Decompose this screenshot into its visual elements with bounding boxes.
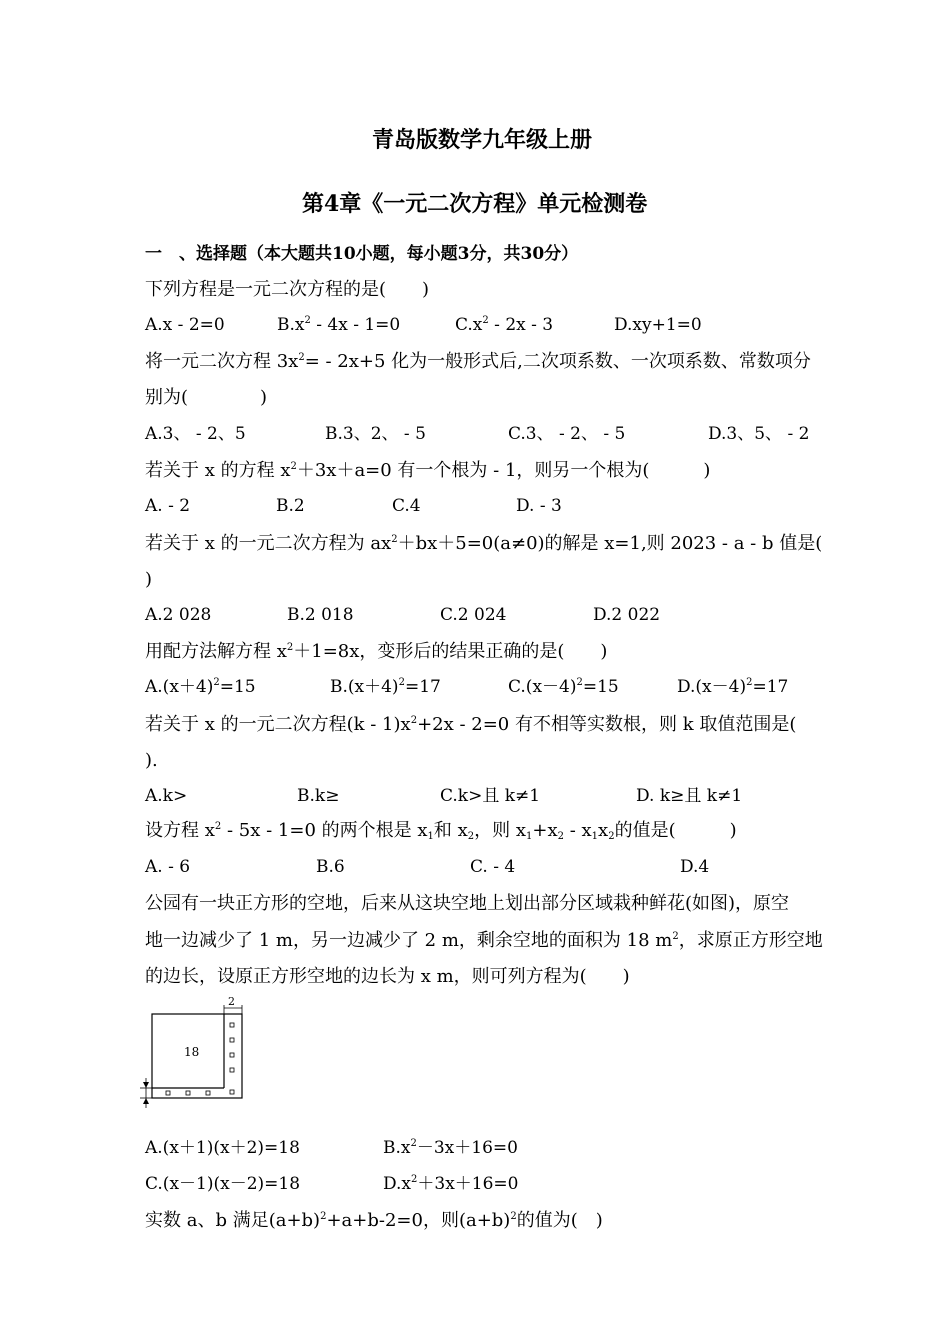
q3-option-d: D. - 3 <box>516 496 562 516</box>
q6-stem-line2: ). <box>145 750 158 771</box>
q2-option-b: B.3、2、 - 5 <box>325 424 426 444</box>
q7-stem: 设方程 $x^2 - 5x - 1=0$ 的两个根是 $x_1$和 $x_2$，则 $x_1+x_2 - x_1x_2$的值是( ) <box>145 820 737 842</box>
q5-stem: 用配方法解方程 $x^2+1=8x$，变形后的结果正确的是( ) <box>145 641 608 662</box>
q8-option-a: A.(x＋1)(x＋2)=18 <box>145 1138 300 1158</box>
figure-area-label: 18 <box>184 1045 200 1059</box>
q1-stem: 下列方程是一元二次方程的是( ) <box>145 279 430 300</box>
q6-option-b: B.k≥ <box>297 786 340 806</box>
q4-option-a: A.2 028 <box>145 605 212 625</box>
q8-option-d: $D.x^2+3x+16=0$ <box>383 1174 519 1194</box>
q8-stem-line2: 地一边减少了 1 m，另一边减少了 2 m，剩余空地的面积为 18 $m^2$，求原正方形空地 <box>145 930 823 951</box>
q2-option-c: C.3、 - 2、 - 5 <box>508 424 626 444</box>
q2-option-d: D.3、5、 - 2 <box>708 424 810 444</box>
q8-stem-line1: 公园有一块正方形的空地，后来从这块空地上划出部分区域栽种鲜花(如图)，原空 <box>145 893 790 914</box>
q4-option-d: D.2 022 <box>593 605 661 625</box>
q5-option-b: $B.(x+4)^2=17$ <box>330 677 441 697</box>
q8-stem-line3: 的边长，设原正方形空地的边长为 x m，则可列方程为( ) <box>145 966 630 987</box>
q9-stem: 实数 a、b 满足$(a+b)^2+a+b-2=0$，则$(a+b)^2$的值为( ) <box>145 1210 603 1231</box>
q2-stem-line2: 别为( ) <box>145 387 268 408</box>
q4-stem-line2: ) <box>145 569 153 590</box>
q3-option-a: A. - 2 <box>145 496 191 516</box>
q2-stem: 将一元二次方程 $3x^2= - 2x+5$ 化为一般形式后,二次项系数、一次项系数、常数项分 <box>145 351 811 372</box>
q7-option-c: C. - 4 <box>470 857 516 877</box>
q5-option-c: $C.(x-4)^2=15$ <box>508 677 619 697</box>
q8-option-c: C.(x－1)(x－2)=18 <box>145 1174 301 1194</box>
q2-option-a: A.3、 - 2、5 <box>145 424 246 444</box>
q5-option-d: $D.(x-4)^2=17$ <box>677 677 789 697</box>
q8-option-b: $B.x^2-3x+16=0$ <box>383 1138 518 1158</box>
q6-option-a: A.k> <box>145 786 188 806</box>
q4-option-b: B.2 018 <box>287 605 354 625</box>
q6-option-c: C.k>且 k≠1 <box>440 786 541 806</box>
q3-option-c: C.4 <box>392 496 421 516</box>
q1-option-b: $B.x^2 - 4x - 1=0$ <box>277 315 401 335</box>
figure-top-label: 2 <box>228 996 235 1008</box>
q1-option-d: D.xy+1=0 <box>614 315 702 335</box>
page-subtitle: 第4章《一元二次方程》单元检测卷 <box>302 191 648 217</box>
q4-option-c: C.2 024 <box>440 605 507 625</box>
q1-option-a: A.x - 2=0 <box>145 315 225 335</box>
q3-stem: 若关于 x 的方程 $x^2+3x+a=0$ 有一个根为 - 1，则另一个根为( ) <box>145 460 711 481</box>
q6-option-d: D. k≥且 k≠1 <box>636 786 743 806</box>
q8-figure <box>138 996 248 1111</box>
q5-option-a: $A.(x+4)^2=15$ <box>145 677 256 697</box>
q7-option-d: D.4 <box>680 857 710 877</box>
q7-option-b: B.6 <box>316 857 345 877</box>
q3-option-b: B.2 <box>276 496 305 516</box>
q4-stem: 若关于 x 的一元二次方程为 $ax^2+bx+5=0(a\ne 0)$的解是 x=1,则 2023 - a - b 值是( <box>145 533 823 554</box>
q6-stem: 若关于 x 的一元二次方程$(k - 1)x^2+2x - 2=0$ 有不相等实数根，则 k 取值范围是( <box>145 714 797 735</box>
page-title: 青岛版数学九年级上册 <box>372 127 593 153</box>
q1-option-c: $C.x^2 - 2x - 3$ <box>455 315 554 335</box>
section-heading: 一 、选择题（本大题共10小题，每小题3分，共30分） <box>145 244 579 264</box>
q7-option-a: A. - 6 <box>145 857 191 877</box>
